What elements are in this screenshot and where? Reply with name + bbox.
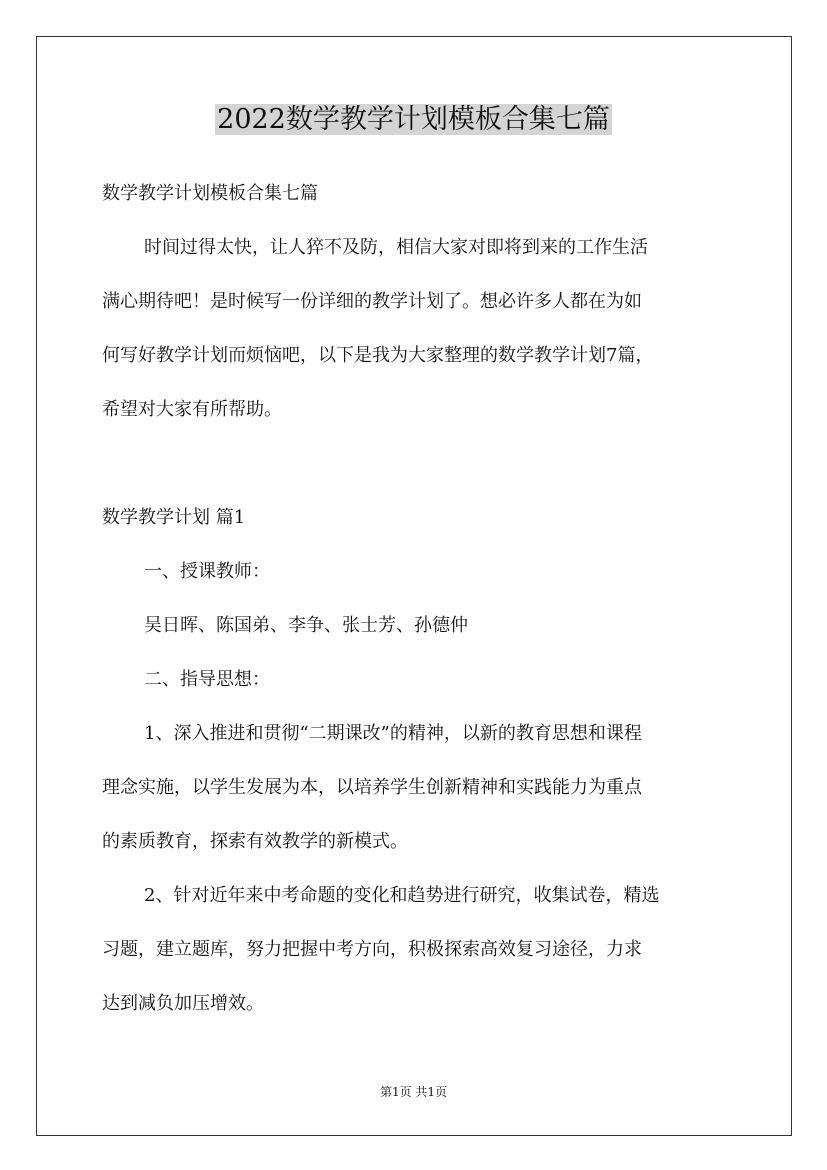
point2-line-3: 达到减负加压增效。: [102, 993, 264, 1014]
intro-line-1: 时间过得太快，让人猝不及防，相信大家对即将到来的工作生活: [144, 237, 648, 258]
guiding-heading: 二、指导思想：: [144, 669, 270, 690]
teacher-heading: 一、授课教师：: [144, 561, 270, 582]
point1-line-3: 的素质教育，探索有效教学的新模式。: [102, 831, 408, 852]
intro-line-2: 满心期待吧！是时候写一份详细的教学计划了。想必许多人都在为如: [102, 291, 642, 312]
document-title: [0, 100, 827, 140]
teacher-names: 吴日晖、陈国弟、李争、张士芳、孙德仲: [144, 615, 468, 636]
intro-line-3: 何写好教学计划而烦恼吧，以下是我为大家整理的数学教学计划7篇，: [102, 345, 654, 366]
intro-line-4: 希望对大家有所帮助。: [102, 399, 282, 420]
section-heading: 数学教学计划 篇1: [102, 507, 246, 528]
document-subtitle: 数学教学计划模板合集七篇: [102, 183, 318, 204]
point2-line-1: 2、针对近年来中考命题的变化和趋势进行研究，收集试卷，精选: [144, 885, 660, 906]
point1-line-1: 1、深入推进和贯彻“二期课改”的精神，以新的教育思想和课程: [144, 723, 642, 744]
point1-line-2: 理念实施，以学生发展为本，以培养学生创新精神和实践能力为重点: [102, 777, 642, 798]
document-title-text: 2022数学教学计划模板合集七篇: [217, 104, 610, 135]
page-footer: 第1页 共1页: [379, 1085, 448, 1099]
point2-line-2: 习题，建立题库，努力把握中考方向，积极探索高效复习途径，力求: [102, 939, 642, 960]
